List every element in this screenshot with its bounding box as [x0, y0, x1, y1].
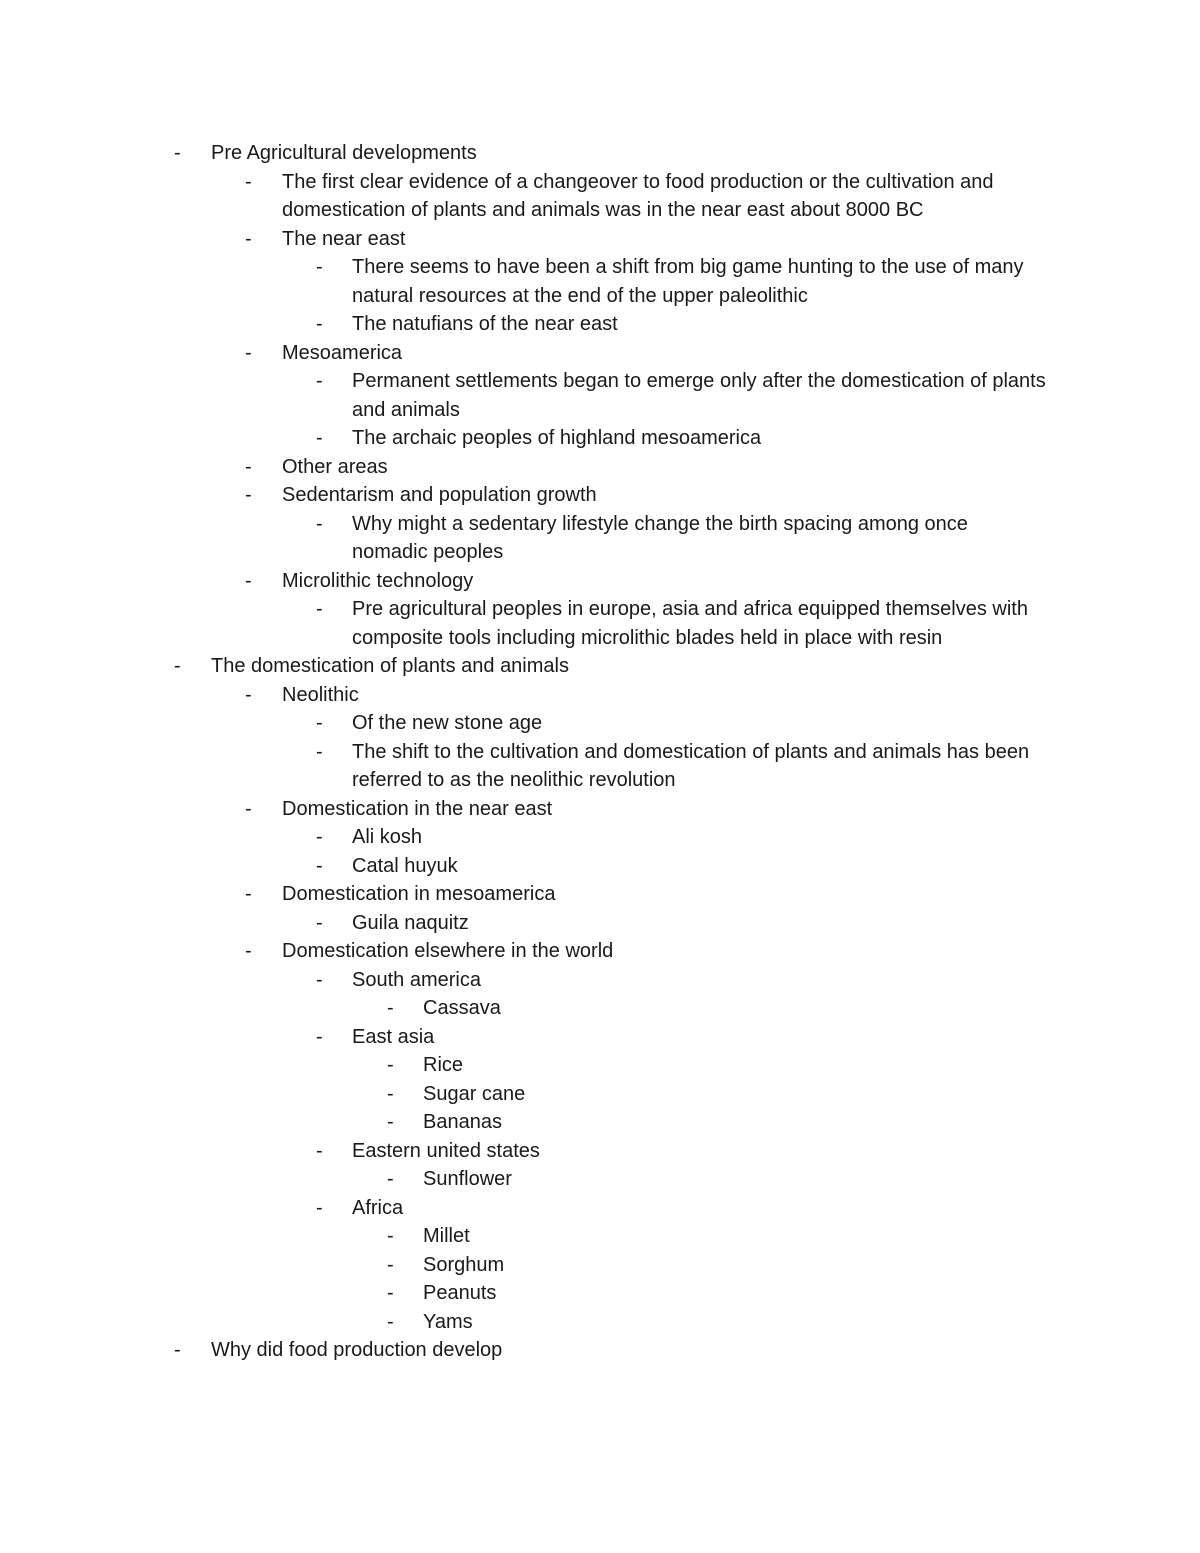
bullet-dash: - [387, 997, 394, 1019]
outline-item-level-2 [0, 253, 1200, 310]
outline-item-level-3 [0, 1308, 1200, 1337]
bullet-dash: - [316, 712, 323, 734]
outline-item-text: Microlithic technology [282, 569, 474, 592]
bullet-dash: - [387, 1253, 394, 1276]
bullet-dash: - [316, 1025, 323, 1048]
bullet-dash: - [245, 455, 252, 478]
bullet-dash: - [316, 1139, 323, 1162]
outline-item-level-0 [0, 652, 1200, 681]
bullet-dash: - [387, 1168, 394, 1190]
bullet-dash: - [316, 826, 323, 848]
bullet-dash: - [174, 655, 181, 677]
outline-item-level-2 [0, 709, 1200, 738]
outline-item-level-2 [0, 738, 1200, 795]
outline-item-text: The archaic peoples of highland mesoamerica [352, 427, 762, 449]
bullet-dash: - [245, 683, 252, 706]
outline-item-text: Of the new stone age [352, 712, 543, 734]
outline-item-level-1 [0, 681, 1200, 710]
outline-item-text: Pre Agricultural developments [211, 142, 477, 164]
bullet-dash: - [316, 598, 323, 620]
bullet-dash: - [316, 427, 323, 449]
bullet-dash: - [387, 1282, 394, 1304]
outline-item-level-2 [0, 909, 1200, 938]
outline-item-level-1 [0, 225, 1200, 254]
outline-item-text: Sunflower [423, 1168, 512, 1190]
outline-item-text: There seems to have been a shift from big game hunting to the use of many natural resources at the end of the upper paleolithic [352, 256, 1024, 307]
outline-item-level-3 [0, 1051, 1200, 1080]
outline-item-text: Bananas [423, 1111, 502, 1133]
outline-item-text: The shift to the cultivation and domestication of plants and animals has been referred to as the neolithic revolution [352, 740, 1030, 791]
outline-item-level-3 [0, 994, 1200, 1023]
outline-list [0, 139, 1200, 1365]
outline-item-text: Ali kosh [352, 826, 423, 848]
outline-item-text: Sedentarism and population growth [282, 484, 597, 506]
outline-item-level-3 [0, 1222, 1200, 1251]
outline-item-level-1 [0, 453, 1200, 482]
bullet-dash: - [316, 370, 323, 392]
outline-item-level-1 [0, 168, 1200, 225]
bullet-dash: - [316, 911, 323, 934]
outline-item-text: Domestication in the near east [282, 797, 553, 820]
bullet-dash: - [245, 569, 252, 592]
outline-item-text: Guila naquitz [352, 911, 469, 934]
outline-item-level-2 [0, 367, 1200, 424]
bullet-dash: - [174, 142, 181, 164]
bullet-dash: - [245, 170, 252, 193]
outline-item-text: Cassava [423, 997, 501, 1019]
outline-item-text: Neolithic [282, 683, 359, 706]
outline-item-text: Permanent settlements began to emerge only after the domestication of plants and animals [352, 370, 1046, 421]
outline-item-text: The near east [282, 227, 406, 250]
outline-item-level-2 [0, 424, 1200, 453]
outline-item-level-2 [0, 1137, 1200, 1166]
outline-item-text: Catal huyuk [352, 854, 458, 877]
outline-item-level-2 [0, 1023, 1200, 1052]
bullet-dash: - [387, 1225, 394, 1247]
outline-item-level-1 [0, 880, 1200, 909]
outline-item-text: The natufians of the near east [352, 313, 618, 335]
outline-item-text: Sugar cane [423, 1082, 526, 1105]
bullet-dash: - [245, 341, 252, 364]
bullet-dash: - [316, 256, 323, 278]
outline-item-text: Millet [423, 1225, 470, 1247]
outline-item-level-3 [0, 1108, 1200, 1137]
outline-item-text: Why might a sedentary lifestyle change the birth spacing among once nomadic peoples [352, 512, 968, 563]
outline-item-text: South america [352, 968, 481, 991]
outline-item-text: Eastern united states [352, 1139, 540, 1162]
outline-item-text: Peanuts [423, 1282, 497, 1304]
bullet-dash: - [387, 1054, 394, 1076]
bullet-dash: - [245, 940, 252, 962]
bullet-dash: - [316, 854, 323, 877]
outline-item-text: Domestication in mesoamerica [282, 883, 556, 905]
bullet-dash: - [316, 313, 323, 335]
bullet-dash: - [316, 740, 323, 763]
outline-item-text: The first clear evidence of a changeover to food production or the cultivation and domestication of plants and animals was in the near east about 8000 BC [282, 170, 994, 221]
outline-item-text: Africa [352, 1196, 404, 1219]
outline-item-level-2 [0, 852, 1200, 881]
outline-item-level-0 [0, 1336, 1200, 1365]
outline-item-level-1 [0, 481, 1200, 510]
outline-item-level-1 [0, 937, 1200, 966]
outline-item-level-3 [0, 1279, 1200, 1308]
bullet-dash: - [316, 512, 323, 535]
outline-item-level-2 [0, 595, 1200, 652]
outline-item-level-2 [0, 823, 1200, 852]
outline-item-level-2 [0, 510, 1200, 567]
outline-item-text: Yams [423, 1310, 473, 1333]
outline-item-level-3 [0, 1080, 1200, 1109]
outline-item-level-1 [0, 339, 1200, 368]
outline-item-level-2 [0, 966, 1200, 995]
bullet-dash: - [387, 1111, 394, 1133]
outline-item-level-2 [0, 310, 1200, 339]
bullet-dash: - [316, 968, 323, 991]
outline-item-level-3 [0, 1165, 1200, 1194]
outline-item-level-2 [0, 1194, 1200, 1223]
outline-item-text: Pre agricultural peoples in europe, asia and africa equipped themselves with composite tools including microlithic blades held in place with resin [352, 598, 1028, 649]
outline-item-level-3 [0, 1251, 1200, 1280]
bullet-dash: - [245, 797, 252, 820]
outline-item-text: Mesoamerica [282, 341, 403, 364]
outline-item-text: East asia [352, 1025, 435, 1048]
bullet-dash: - [245, 227, 252, 250]
outline-item-level-1 [0, 567, 1200, 596]
outline-item-text: Rice [423, 1054, 464, 1076]
bullet-dash: - [387, 1082, 394, 1105]
outline-item-text: Why did food production develop [211, 1339, 503, 1361]
outline-item-text: Domestication elsewhere in the world [282, 940, 614, 962]
outline-item-text: Other areas [282, 455, 388, 478]
outline-item-level-1 [0, 795, 1200, 824]
bullet-dash: - [174, 1339, 181, 1361]
outline-item-text: The domestication of plants and animals [211, 655, 569, 677]
outline-item-level-0 [0, 139, 1200, 168]
bullet-dash: - [245, 883, 252, 905]
outline-item-text: Sorghum [423, 1253, 505, 1276]
bullet-dash: - [316, 1196, 323, 1219]
bullet-dash: - [387, 1310, 394, 1333]
bullet-dash: - [245, 484, 252, 506]
